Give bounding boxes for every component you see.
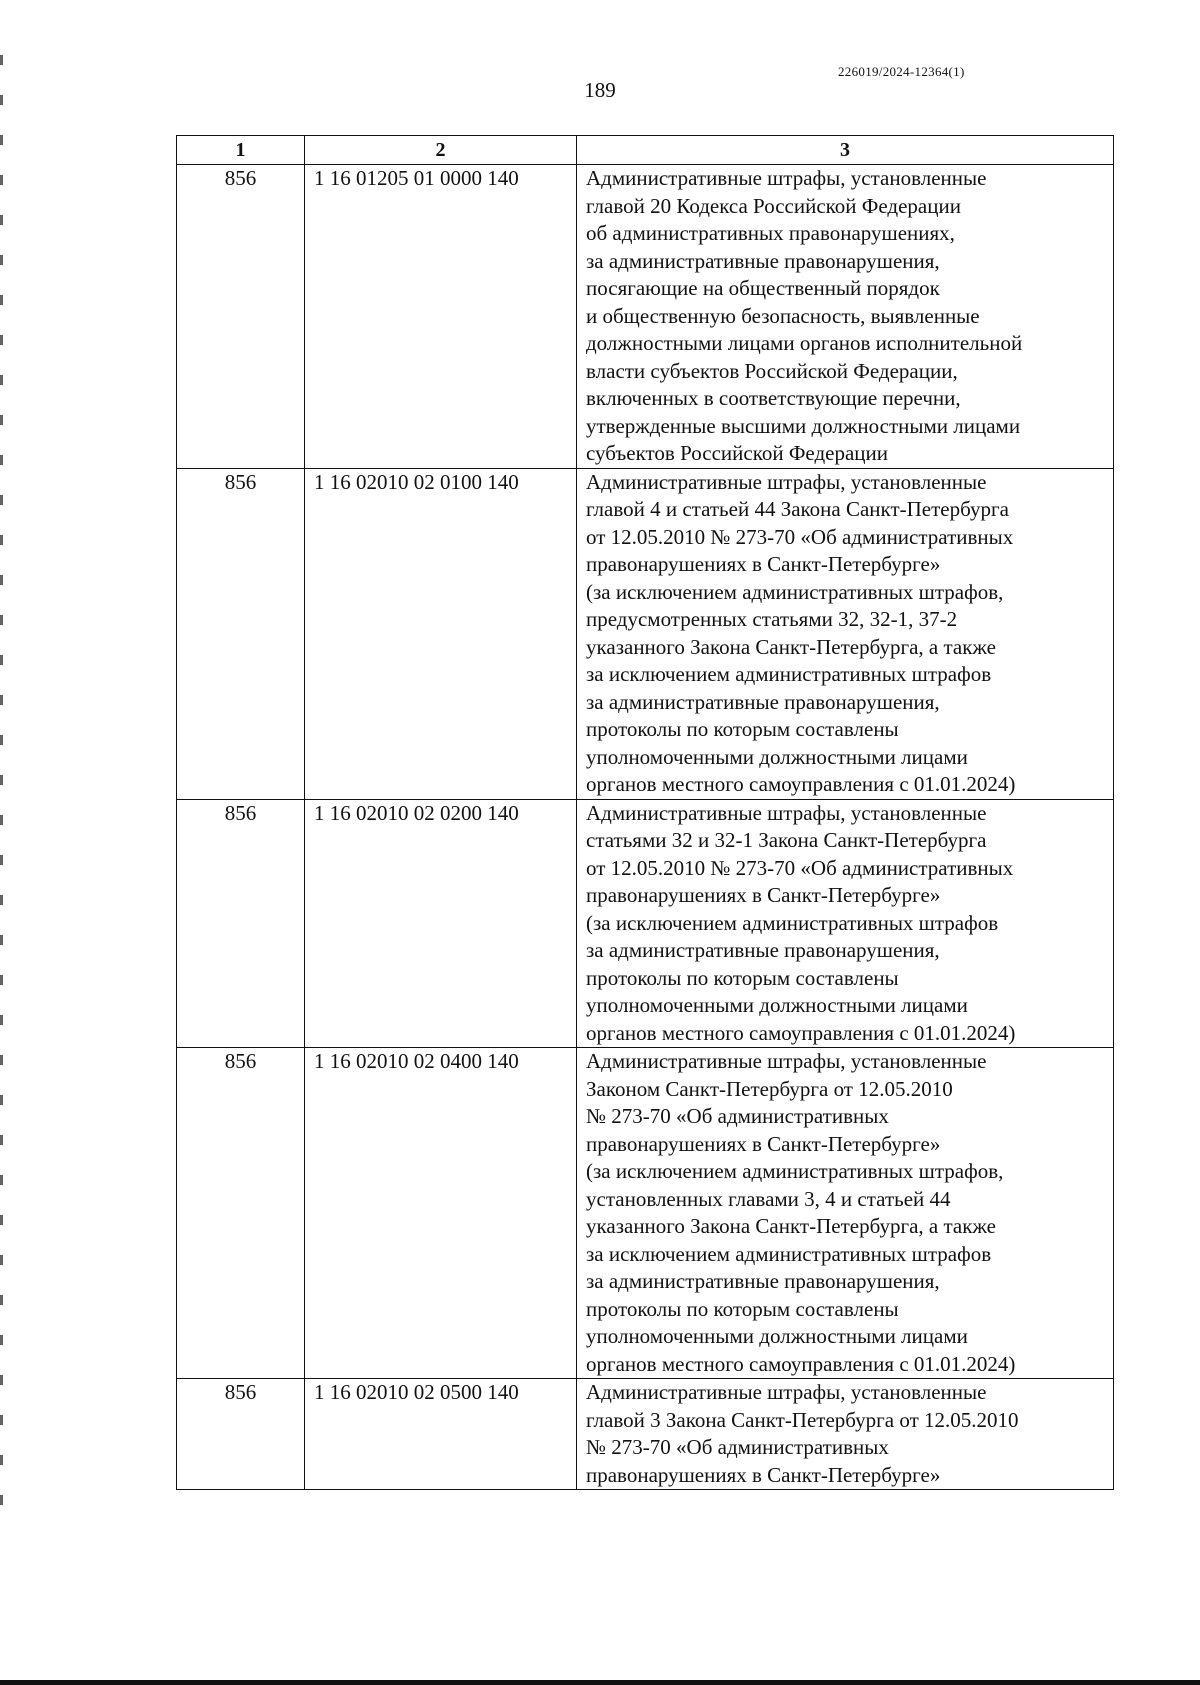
table-header-row — [177, 136, 1114, 165]
admin-code-cell: 856 — [177, 468, 305, 799]
description-cell — [577, 799, 1114, 1048]
scan-edge-bottom — [0, 1680, 1200, 1685]
description-line: (за исключением административных штрафов, — [586, 1159, 1004, 1183]
description-line: главой 20 Кодекса Российской Федерации — [586, 193, 961, 218]
table-row — [177, 1379, 1114, 1490]
description-line: уполномоченными должностными лицами — [586, 1324, 968, 1348]
document-id: 226019/2024-12364(1) — [838, 64, 965, 79]
description-cell — [577, 1379, 1114, 1490]
description-line: протоколы по которым составлены — [586, 1296, 899, 1321]
admin-code-cell: 856 — [177, 1379, 305, 1490]
description-line: от 12.05.2010 № 273-70 «Об административных — [586, 855, 1014, 880]
description-line: за административные правонарушения, — [586, 938, 940, 962]
table-row — [177, 165, 1114, 469]
description-line: утвержденные высшими должностными лицами — [586, 413, 1021, 438]
description-line: (за исключением административных штрафов, — [586, 579, 1004, 604]
description-line: за административные правонарушения, — [586, 1269, 940, 1293]
header-col-1: 1 — [177, 136, 305, 165]
table-row — [177, 1048, 1114, 1379]
description-line: № 273-70 «Об административных — [586, 1435, 889, 1459]
description-cell — [577, 468, 1114, 799]
admin-code-cell: 856 — [177, 1048, 305, 1379]
description-line: главой 4 и статьей 44 Закона Санкт-Петербурга — [586, 497, 1009, 521]
description-line: Административные штрафы, установленные — [586, 166, 987, 190]
description-line: за исключением административных штрафов — [586, 662, 992, 686]
description-line: от 12.05.2010 № 273-70 «Об административных — [586, 524, 1014, 549]
scan-edge-left — [0, 55, 3, 1515]
description-line: за административные правонарушения, — [586, 689, 940, 714]
description-line: (за исключением административных штрафов — [586, 910, 999, 935]
description-line: указанного Закона Санкт-Петербурга, а также — [586, 1214, 996, 1238]
description-line: указанного Закона Санкт-Петербурга, а также — [586, 634, 996, 659]
description-line: № 273-70 «Об административных — [586, 1104, 889, 1128]
description-line: предусмотренных статьями 32, 32-1, 37-2 — [586, 607, 958, 631]
description-line: главой 3 Закона Санкт-Петербурга от 12.05.2010 — [586, 1407, 1019, 1432]
description-line: включенных в соответствующие перечни, — [586, 386, 961, 410]
description-line: органов местного самоуправления с 01.01.2024) — [586, 1020, 1016, 1045]
description-cell — [577, 1048, 1114, 1379]
description-line: установленных главами 3, 4 и статьей 44 — [586, 1186, 951, 1211]
budget-classification-code-cell: 1 16 02010 02 0400 140 — [305, 1048, 577, 1379]
table-row — [177, 468, 1114, 799]
table-body — [177, 165, 1114, 1490]
description-line: должностными лицами органов исполнительной — [586, 331, 1023, 355]
description-line: Административные штрафы, установленные — [586, 800, 987, 825]
description-line: Административные штрафы, установленные — [586, 1049, 987, 1073]
description-line: Административные штрафы, установленные — [586, 469, 987, 494]
header-col-3: 3 — [577, 136, 1114, 165]
description-line: правонарушениях в Санкт-Петербурге» — [586, 552, 941, 576]
description-cell — [577, 165, 1114, 469]
description-line: и общественную безопасность, выявленные — [586, 303, 980, 328]
budget-classification-code-cell: 1 16 01205 01 0000 140 — [305, 165, 577, 469]
budget-classification-code-cell: 1 16 02010 02 0200 140 — [305, 799, 577, 1048]
page-number: 189 — [584, 78, 616, 102]
budget-code-table — [176, 135, 1114, 1490]
budget-classification-code-cell: 1 16 02010 02 0500 140 — [305, 1379, 577, 1490]
description-line: Законом Санкт-Петербурга от 12.05.2010 — [586, 1076, 953, 1101]
description-line: за административные правонарушения, — [586, 248, 940, 273]
description-line: правонарушениях в Санкт-Петербурге» — [586, 1462, 941, 1487]
description-line: субъектов Российской Федерации — [586, 441, 889, 465]
description-line: об административных правонарушениях, — [586, 221, 955, 245]
description-line: статьями 32 и 32-1 Закона Санкт-Петербурга — [586, 828, 987, 852]
description-line: за исключением административных штрафов — [586, 1241, 992, 1266]
description-line: уполномоченными должностными лицами — [586, 993, 968, 1017]
description-line: посягающие на общественный порядок — [586, 276, 940, 300]
header-col-2: 2 — [305, 136, 577, 165]
description-line: уполномоченными должностными лицами — [586, 744, 968, 769]
description-line: правонарушениях в Санкт-Петербурге» — [586, 1131, 941, 1156]
description-line: протоколы по которым составлены — [586, 965, 899, 990]
description-line: протоколы по которым составлены — [586, 717, 899, 741]
admin-code-cell: 856 — [177, 165, 305, 469]
description-line: власти субъектов Российской Федерации, — [586, 358, 958, 383]
description-line: Административные штрафы, установленные — [586, 1380, 987, 1404]
description-line: органов местного самоуправления с 01.01.2024) — [586, 772, 1016, 796]
description-line: правонарушениях в Санкт-Петербурге» — [586, 883, 941, 907]
budget-classification-code-cell: 1 16 02010 02 0100 140 — [305, 468, 577, 799]
admin-code-cell: 856 — [177, 799, 305, 1048]
description-line: органов местного самоуправления с 01.01.2024) — [586, 1351, 1016, 1376]
table-row — [177, 799, 1114, 1048]
